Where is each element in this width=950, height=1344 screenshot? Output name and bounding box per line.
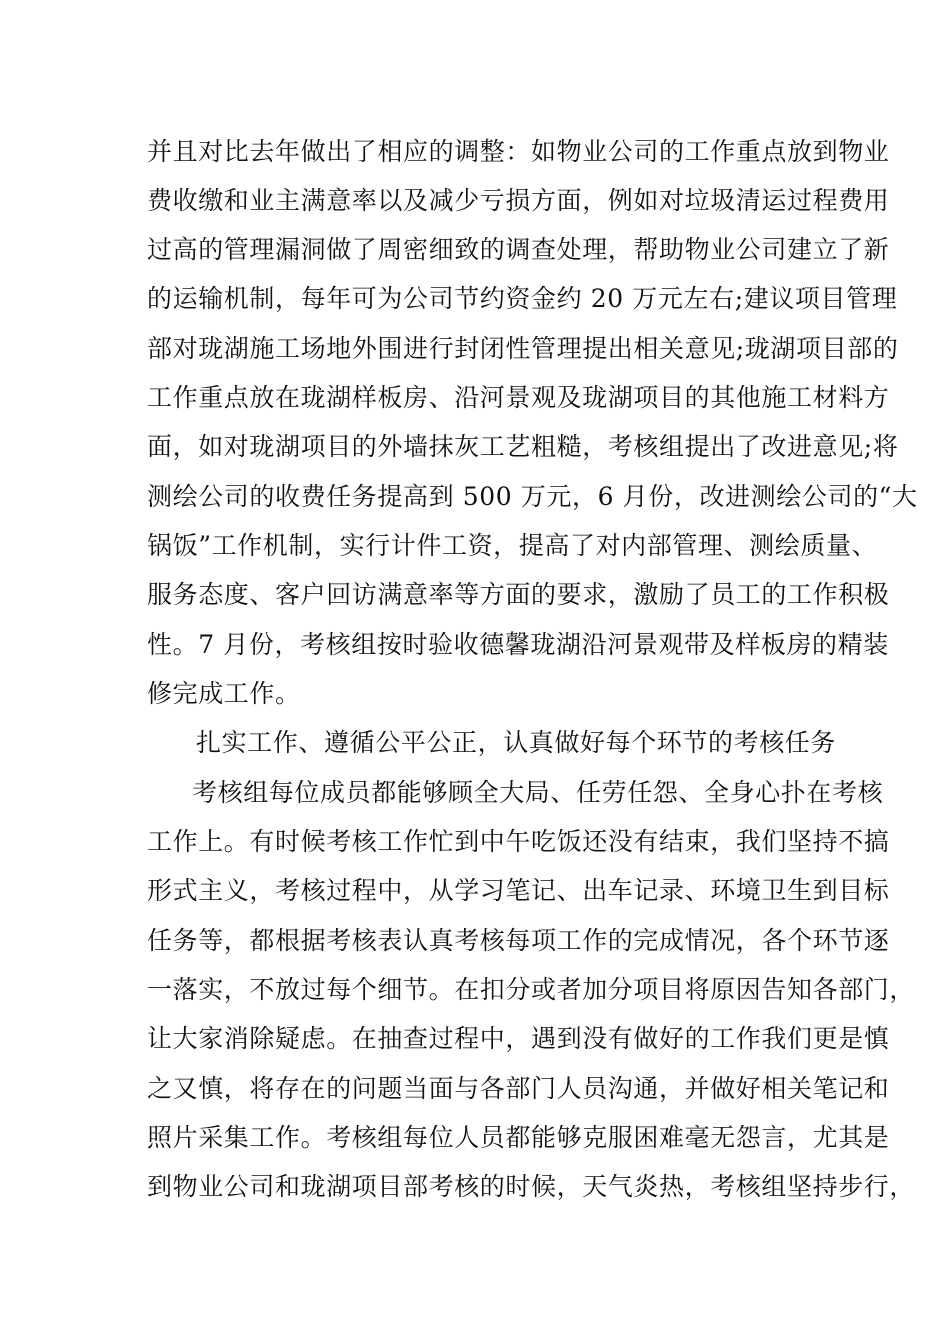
paragraph-1-line-8: 测绘公司的收费任务提高到 500 万元，6 月份，改进测绘公司的“大 [147,482,918,511]
paragraph-2-line-5: 一落实，不放过每个细节。在扣分或者加分项目将原因告知各部门， [147,975,916,1004]
paragraph-2-line-8: 照片采集工作。考核组每位人员都能够克服困难毫无怨言，尤其是 [147,1123,890,1152]
paragraph-2-line-3: 形式主义，考核过程中，从学习笔记、出车记录、环境卫生到目标 [147,876,890,905]
paragraph-1-line-9: 锅饭”工作机制，实行计件工资，提高了对内部管理、测绘质量、 [147,531,878,560]
paragraph-2-line-2: 工作上。有时候考核工作忙到中午吃饭还没有结束，我们坚持不搞 [147,827,890,856]
section-heading: 扎实工作、遵循公平公正，认真做好每个环节的考核任务 [196,728,837,757]
paragraph-1-line-7: 面，如对珑湖项目的外墙抹灰工艺粗糙，考核组提出了改进意见;将 [147,432,899,461]
paragraph-1-line-6: 工作重点放在珑湖样板房、沿河景观及珑湖项目的其他施工材料方 [147,383,890,412]
paragraph-1-line-12: 修完成工作。 [147,679,301,708]
paragraph-2-line-6: 让大家消除疑虑。在抽查过程中，遇到没有做好的工作我们更是慎 [147,1024,890,1053]
paragraph-2-line-4: 任务等，都根据考核表认真考核每项工作的完成情况，各个环节逐 [147,926,890,955]
paragraph-1-line-3: 过高的管理漏洞做了周密细致的调查处理，帮助物业公司建立了新 [147,235,890,264]
paragraph-1-line-10: 服务态度、客户回访满意率等方面的要求，激励了员工的工作积极 [147,580,890,609]
paragraph-1-line-5: 部对珑湖施工场地外围进行封闭性管理提出相关意见;珑湖项目部的 [147,334,899,363]
paragraph-1-line-1: 并且对比去年做出了相应的调整：如物业公司的工作重点放到物业 [147,137,890,166]
paragraph-2-line-7: 之又慎，将存在的问题当面与各部门人员沟通，并做好相关笔记和 [147,1074,890,1103]
paragraph-1-line-2: 费收缴和业主满意率以及减少亏损方面，例如对垃圾清运过程费用 [147,186,890,215]
paragraph-2-line-9: 到物业公司和珑湖项目部考核的时候，天气炎热，考核组坚持步行， [147,1172,916,1201]
paragraph-2-line-1: 考核组每位成员都能够顾全大局、任劳任怨、全身心扑在考核 [192,778,884,807]
paragraph-1-line-4: 的运输机制，每年可为公司节约资金约 20 万元左右;建议项目管理 [147,284,898,313]
paragraph-1-line-11: 性。7 月份，考核组按时验收德馨珑湖沿河景观带及样板房的精装 [147,630,889,659]
